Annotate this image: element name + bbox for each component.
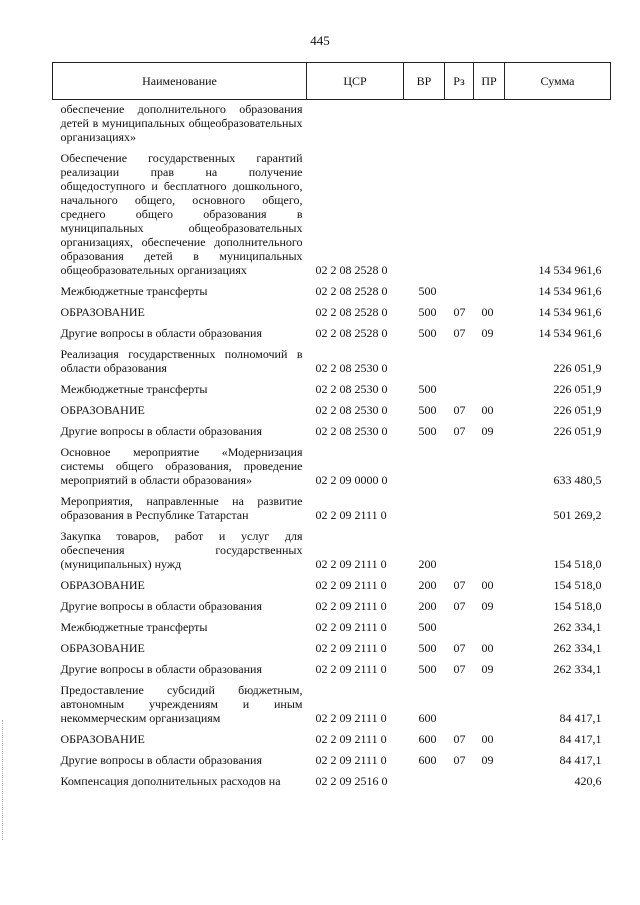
cell-pr — [474, 439, 505, 488]
table-row — [53, 635, 611, 656]
cell-sum — [505, 100, 611, 146]
table-body — [53, 100, 611, 790]
cell-csr: 02 2 09 2111 0 — [315, 662, 387, 676]
cell-csr — [307, 100, 404, 146]
cell-vr: 500 — [418, 305, 437, 319]
cell-vr — [404, 341, 445, 376]
cell-name: Другие вопросы в области образования — [60, 326, 262, 340]
cell-pr — [474, 614, 505, 635]
cell-rz — [445, 523, 474, 572]
table-row — [53, 726, 611, 747]
cell-name: Обеспечение государственных гарантий реализации прав на получение общедоступного и бесплатного дошкольного, начального общего, основного общего, среднего общего образования в муниципальных общеобразовательных организациях, обеспечение дополнительного образования детей в муниципальных общеобразовательных организациях — [60, 151, 303, 277]
cell-sum: 14 534 961,6 — [538, 305, 602, 319]
table-row — [53, 376, 611, 397]
cell-csr: 02 2 09 2516 0 — [315, 774, 388, 788]
table-row — [53, 523, 611, 572]
cell-rz: 07 — [453, 753, 466, 767]
cell-name: Компенсация дополнительных расходов на — [60, 774, 281, 788]
cell-name: Закупка товаров, работ и услуг для обеспечения государственных (муниципальных) нужд — [60, 529, 303, 571]
cell-sum: 14 534 961,6 — [538, 326, 602, 340]
cell-vr: 200 — [418, 557, 437, 571]
header-name: Наименование — [53, 63, 307, 100]
cell-sum: 14 534 961,6 — [538, 263, 602, 277]
cell-csr: 02 2 09 2111 0 — [315, 711, 387, 725]
cell-sum: 262 334,1 — [553, 620, 602, 634]
cell-csr: 02 2 08 2530 0 — [315, 361, 388, 375]
cell-csr: 02 2 08 2528 0 — [315, 326, 388, 340]
cell-vr: 500 — [418, 620, 437, 634]
cell-rz — [445, 614, 474, 635]
cell-name: ОБРАЗОВАНИЕ — [60, 403, 145, 417]
table-row — [53, 677, 611, 726]
cell-vr: 500 — [418, 382, 437, 396]
cell-sum: 84 417,1 — [559, 711, 602, 725]
cell-csr: 02 2 08 2530 0 — [315, 424, 388, 438]
cell-vr — [404, 145, 445, 278]
cell-rz — [445, 376, 474, 397]
cell-csr: 02 2 09 2111 0 — [315, 641, 387, 655]
cell-sum: 226 051,9 — [553, 382, 602, 396]
cell-name: Межбюджетные трансферты — [60, 284, 208, 298]
table-row — [53, 341, 611, 376]
table-row — [53, 397, 611, 418]
cell-pr — [474, 488, 505, 523]
cell-name: обеспечение дополнительного образования детей в муниципальных общеобразовательных организациях» — [60, 102, 303, 144]
cell-csr: 02 2 08 2528 0 — [315, 305, 388, 319]
cell-vr: 500 — [418, 424, 437, 438]
cell-sum: 420,6 — [574, 774, 602, 788]
cell-pr: 00 — [481, 578, 494, 592]
header-pr: ПР — [474, 63, 505, 100]
cell-sum: 262 334,1 — [553, 641, 602, 655]
cell-pr: 00 — [481, 305, 494, 319]
cell-csr: 02 2 09 2111 0 — [315, 508, 387, 522]
table-row — [53, 614, 611, 635]
cell-rz: 07 — [453, 641, 466, 655]
scan-edge-marks — [2, 720, 6, 840]
cell-vr: 500 — [418, 641, 437, 655]
cell-rz — [445, 278, 474, 299]
cell-sum: 154 518,0 — [553, 599, 602, 613]
page-number: 445 — [310, 33, 330, 48]
cell-rz — [445, 677, 474, 726]
cell-sum: 226 051,9 — [553, 361, 602, 375]
header-csr: ЦСР — [307, 63, 404, 100]
cell-pr — [474, 100, 505, 146]
cell-vr: 600 — [418, 711, 437, 725]
cell-name: Реализация государственных полномочий в области образования — [60, 347, 303, 375]
cell-vr: 500 — [418, 662, 437, 676]
budget-table — [52, 62, 611, 789]
cell-csr: 02 2 09 2111 0 — [315, 557, 387, 571]
cell-rz — [445, 145, 474, 278]
cell-pr: 09 — [481, 599, 494, 613]
cell-csr: 02 2 09 2111 0 — [315, 620, 387, 634]
cell-name: Другие вопросы в области образования — [60, 662, 262, 676]
cell-pr: 09 — [481, 326, 494, 340]
cell-vr — [404, 439, 445, 488]
cell-rz: 07 — [453, 662, 466, 676]
header-rz: Рз — [445, 63, 474, 100]
cell-sum: 226 051,9 — [553, 424, 602, 438]
cell-pr: 09 — [481, 424, 494, 438]
cell-rz: 07 — [453, 326, 466, 340]
cell-rz — [445, 100, 474, 146]
cell-name: Другие вопросы в области образования — [60, 599, 262, 613]
cell-vr: 200 — [418, 578, 437, 592]
cell-pr — [474, 768, 505, 789]
table-row — [53, 768, 611, 789]
cell-rz: 07 — [453, 732, 466, 746]
cell-rz — [445, 341, 474, 376]
cell-vr: 500 — [418, 284, 437, 298]
cell-pr — [474, 278, 505, 299]
cell-sum: 501 269,2 — [553, 508, 602, 522]
cell-csr: 02 2 08 2530 0 — [315, 382, 388, 396]
table-row — [53, 572, 611, 593]
cell-vr — [404, 488, 445, 523]
cell-pr — [474, 341, 505, 376]
cell-name: Другие вопросы в области образования — [60, 753, 262, 767]
cell-rz: 07 — [453, 305, 466, 319]
table-row — [53, 439, 611, 488]
cell-csr: 02 2 08 2528 0 — [315, 284, 388, 298]
cell-rz — [445, 439, 474, 488]
cell-rz: 07 — [453, 403, 466, 417]
cell-rz: 07 — [453, 599, 466, 613]
cell-pr — [474, 523, 505, 572]
cell-pr — [474, 145, 505, 278]
cell-pr: 00 — [481, 732, 494, 746]
table-header-row — [53, 63, 611, 100]
cell-sum: 262 334,1 — [553, 662, 602, 676]
table-row — [53, 747, 611, 768]
header-sum: Сумма — [505, 63, 611, 100]
cell-vr: 500 — [418, 403, 437, 417]
cell-name: ОБРАЗОВАНИЕ — [60, 732, 145, 746]
cell-csr: 02 2 09 2111 0 — [315, 732, 387, 746]
cell-name: Предоставление субсидий бюджетным, автономным учреждениям и иным некоммерческим организациям — [60, 683, 303, 725]
cell-name: Межбюджетные трансферты — [60, 382, 208, 396]
cell-csr: 02 2 09 2111 0 — [315, 599, 387, 613]
cell-name: Мероприятия, направленные на развитие образования в Республике Татарстан — [60, 494, 303, 522]
cell-csr: 02 2 08 2528 0 — [315, 263, 388, 277]
cell-vr — [404, 768, 445, 789]
cell-sum: 14 534 961,6 — [538, 284, 602, 298]
table-row — [53, 278, 611, 299]
cell-rz — [445, 488, 474, 523]
cell-vr: 200 — [418, 599, 437, 613]
cell-pr — [474, 376, 505, 397]
cell-vr — [404, 100, 445, 146]
cell-pr: 09 — [481, 753, 494, 767]
cell-csr: 02 2 09 0000 0 — [315, 473, 388, 487]
cell-sum: 154 518,0 — [553, 578, 602, 592]
cell-sum: 84 417,1 — [559, 732, 602, 746]
cell-rz: 07 — [453, 424, 466, 438]
table-row — [53, 320, 611, 341]
table-row — [53, 418, 611, 439]
header-vr: ВР — [404, 63, 445, 100]
table-row — [53, 100, 611, 146]
cell-pr: 00 — [481, 403, 494, 417]
cell-pr — [474, 677, 505, 726]
cell-name: ОБРАЗОВАНИЕ — [60, 578, 145, 592]
cell-name: Межбюджетные трансферты — [60, 620, 208, 634]
cell-vr: 600 — [418, 753, 437, 767]
table-row — [53, 488, 611, 523]
cell-csr: 02 2 08 2530 0 — [315, 403, 388, 417]
table-row — [53, 593, 611, 614]
table-row — [53, 299, 611, 320]
cell-pr: 00 — [481, 641, 494, 655]
cell-name: Основное мероприятие «Модернизация системы общего образования, проведение мероприятий в области образования» — [60, 445, 303, 487]
cell-rz: 07 — [453, 578, 466, 592]
cell-vr: 500 — [418, 326, 437, 340]
cell-sum: 226 051,9 — [553, 403, 602, 417]
cell-name: ОБРАЗОВАНИЕ — [60, 641, 145, 655]
cell-sum: 633 480,5 — [553, 473, 602, 487]
cell-rz — [445, 768, 474, 789]
cell-sum: 84 417,1 — [559, 753, 602, 767]
cell-vr: 600 — [418, 732, 437, 746]
table-row — [53, 656, 611, 677]
cell-sum: 154 518,0 — [553, 557, 602, 571]
cell-csr: 02 2 09 2111 0 — [315, 578, 387, 592]
table-row — [53, 145, 611, 278]
cell-csr: 02 2 09 2111 0 — [315, 753, 387, 767]
cell-name: Другие вопросы в области образования — [60, 424, 262, 438]
cell-name: ОБРАЗОВАНИЕ — [60, 305, 145, 319]
cell-pr: 09 — [481, 662, 494, 676]
